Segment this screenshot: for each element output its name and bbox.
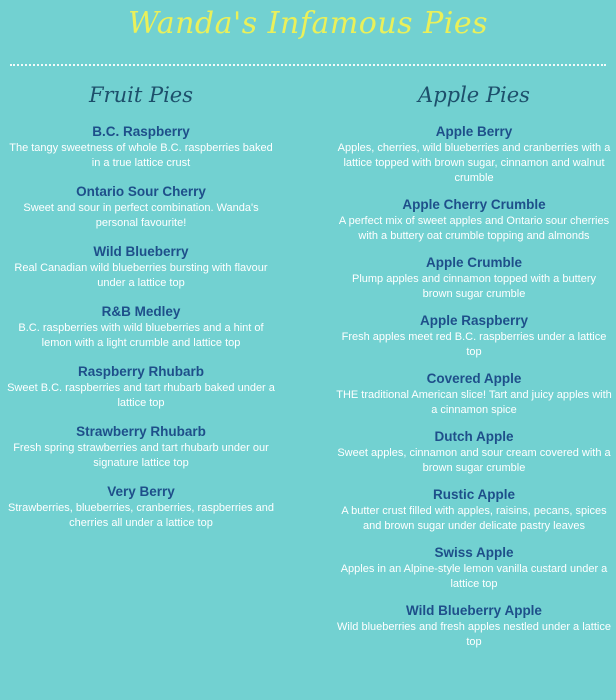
menu-item (336, 545, 612, 592)
item-name: Strawberry Rhubarb (76, 424, 206, 439)
item-description: B.C. raspberries with wild blueberries and a hint of lemon with a light crumble and lattice top (18, 322, 264, 349)
fruit-pies-heading: Fruit Pies (88, 83, 193, 107)
item-description: Real Canadian wild blueberries bursting with flavour under a lattice top (14, 262, 268, 289)
item-name: Swiss Apple (434, 545, 514, 560)
item-description: Fresh apples meet red B.C. raspberries under a lattice top (341, 331, 607, 358)
item-name: Apple Crumble (425, 255, 522, 270)
item-name: R&B Medley (101, 304, 181, 319)
item-name: Dutch Apple (434, 429, 514, 444)
item-name: Covered Apple (426, 371, 522, 386)
item-description: Sweet and sour in perfect combination. Wanda's personal favourite! (23, 202, 259, 229)
item-description: Sweet B.C. raspberries and tart rhubarb baked under a lattice top (7, 382, 275, 409)
item-name: Ontario Sour Cherry (76, 184, 206, 199)
menu-item (6, 124, 276, 171)
item-description: A butter crust filled with apples, raisins, pecans, spices and brown sugar under delicate pastry leaves (341, 505, 607, 532)
apple-pies-heading: Apple Pies (418, 83, 530, 107)
item-description: A perfect mix of sweet apples and Ontario sour cherries with a buttery oat crumble topping and almonds (338, 215, 610, 242)
item-description: Fresh spring strawberries and tart rhubarb under our signature lattice top (13, 442, 269, 469)
menu-item (336, 124, 612, 186)
item-description: Sweet apples, cinnamon and sour cream covered with a brown sugar crumble (337, 447, 611, 474)
menu-item (336, 255, 612, 302)
item-description: THE traditional American slice! Tart and juicy apples with a cinnamon spice (336, 389, 612, 416)
item-description: Apples, cherries, wild blueberries and cranberries with a lattice topped with brown sugar, cinnamon and walnut crumble (337, 142, 611, 184)
apple-pies-column (336, 80, 612, 661)
item-name: Apple Berry (435, 124, 513, 139)
menu-item (336, 429, 612, 476)
menu-item (6, 184, 276, 231)
page-title: Wanda's Infamous Pies (127, 6, 489, 41)
menu-item (6, 484, 276, 531)
fruit-pies-column (6, 80, 276, 544)
item-description: Plump apples and cinnamon topped with a buttery brown sugar crumble (352, 273, 596, 300)
item-name: Apple Cherry Crumble (402, 197, 546, 212)
item-name: Wild Blueberry (93, 244, 189, 259)
menu-item (6, 244, 276, 291)
item-name: Apple Raspberry (419, 313, 529, 328)
item-name: B.C. Raspberry (92, 124, 190, 139)
menu-item (6, 304, 276, 351)
item-description: Apples in an Alpine-style lemon vanilla custard under a lattice top (340, 563, 608, 590)
menu-item (336, 197, 612, 244)
menu-item (336, 313, 612, 360)
menu-item (6, 364, 276, 411)
item-description: The tangy sweetness of whole B.C. raspberries baked in a true lattice crust (9, 142, 273, 169)
menu-item (6, 424, 276, 471)
item-description: Wild blueberries and fresh apples nestled under a lattice top (337, 621, 611, 648)
item-name: Very Berry (107, 484, 175, 499)
item-name: Raspberry Rhubarb (77, 364, 205, 379)
menu-item (336, 487, 612, 534)
item-description: Strawberries, blueberries, cranberries, raspberries and cherries all under a lattice top (8, 502, 274, 529)
dotted-divider (10, 64, 606, 66)
item-name: Rustic Apple (432, 487, 515, 502)
menu-item (336, 371, 612, 418)
menu-item (336, 603, 612, 650)
item-name: Wild Blueberry Apple (406, 603, 542, 618)
